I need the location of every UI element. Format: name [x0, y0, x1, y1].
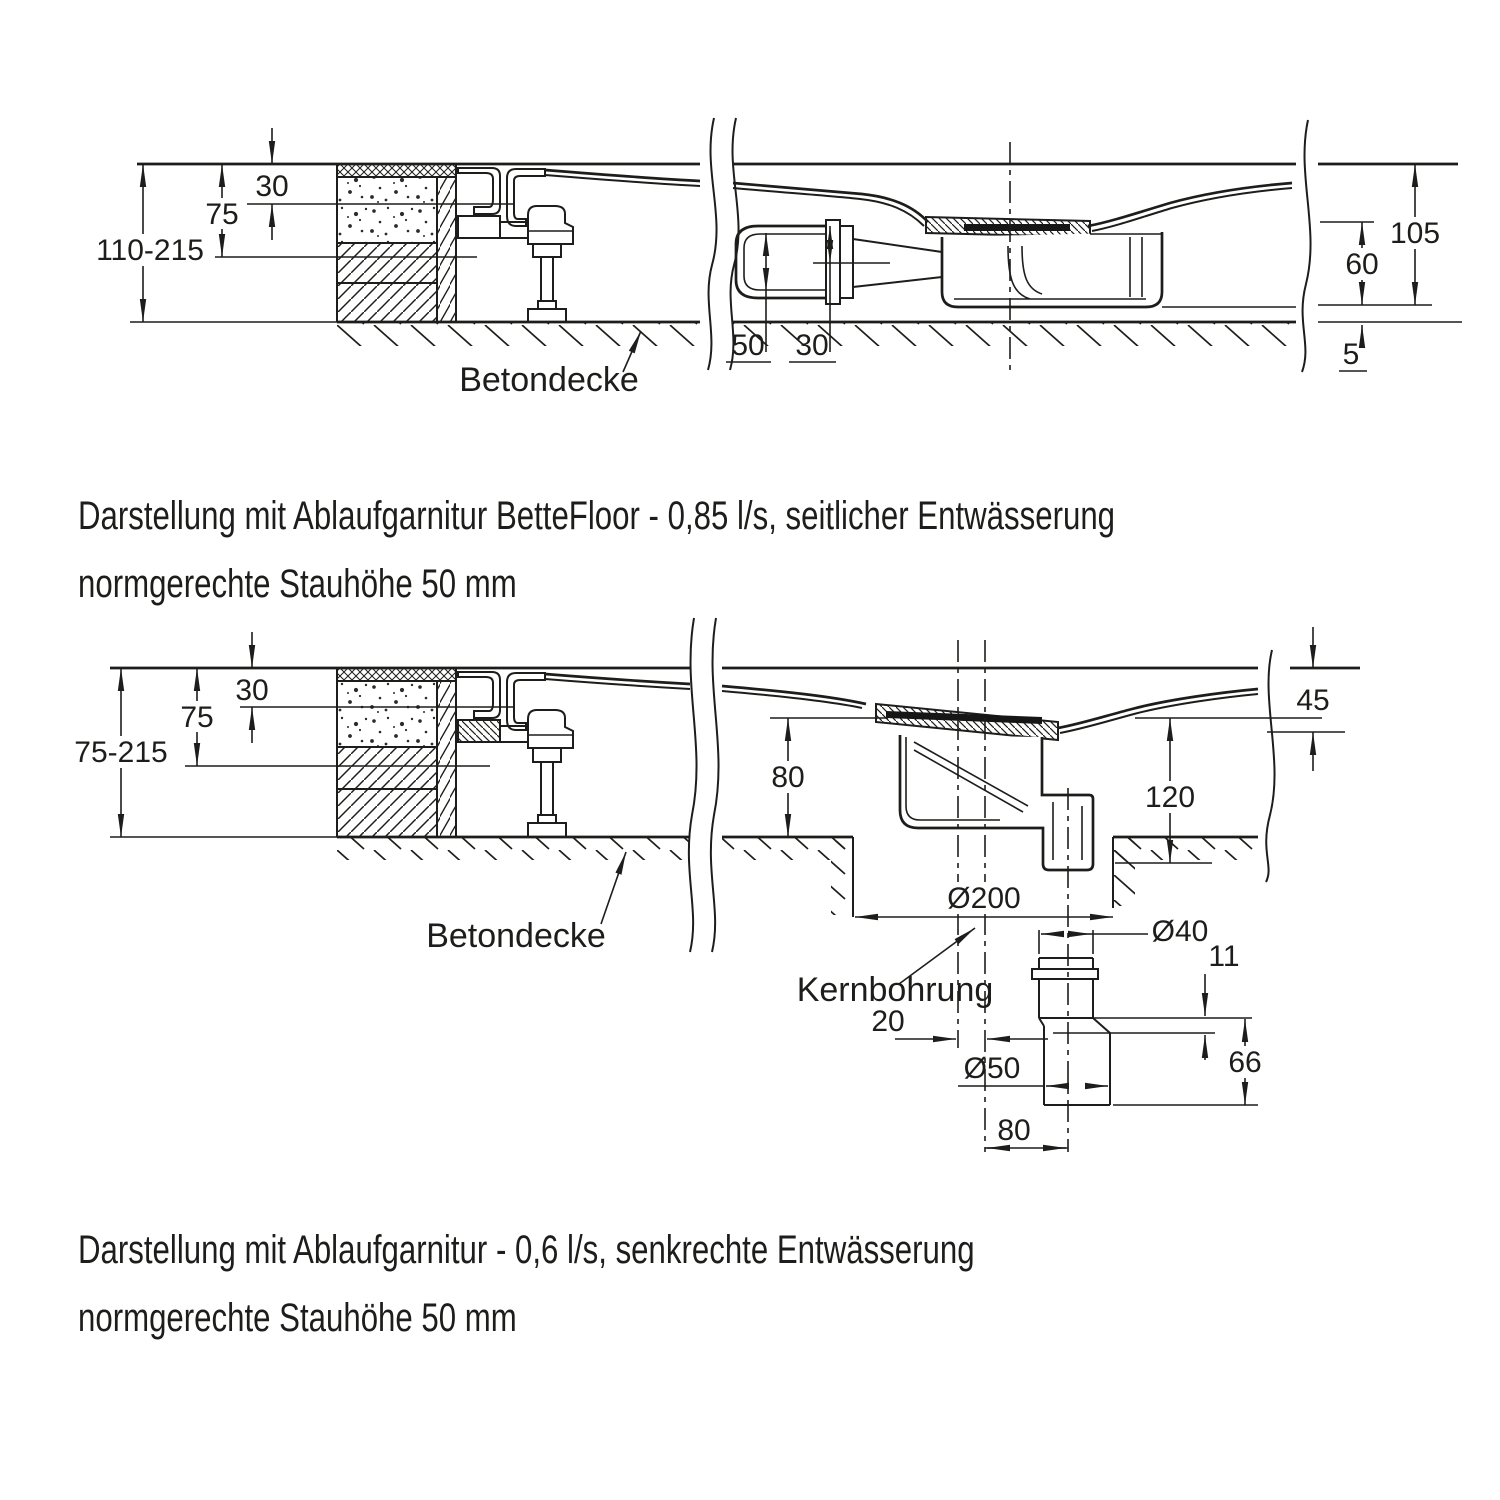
betondecke-label-2: Betondecke: [426, 917, 606, 955]
dim-label-45: 45: [1296, 684, 1330, 717]
waste-pipe: [736, 220, 890, 304]
dim-label-60: 60: [1345, 248, 1379, 281]
caption-side-drain-line2: normgerechte Stauhöhe 50 mm: [78, 562, 517, 606]
dim-label-120: 120: [1144, 781, 1196, 814]
pipe-flange: [826, 220, 840, 304]
dim-label-80: 80: [771, 761, 805, 794]
diagram-vertical-drain: [65, 618, 1360, 1152]
dim-label-75-215: 75-215: [74, 736, 168, 769]
kernbohrung-callout: [797, 928, 994, 1009]
dimension-dia50: [958, 1052, 1108, 1086]
caption-vertical-drain-line1: Darstellung mit Ablaufgarnitur - 0,6 l/s, senkrechte Entwässerung: [78, 1228, 975, 1272]
dim-label-dia40: Ø40: [1151, 915, 1209, 948]
dimension-11: [1093, 940, 1252, 1060]
dimension-dia200: [855, 882, 1113, 917]
dimension-60: [1338, 222, 1386, 305]
dimension-105: [1162, 164, 1462, 322]
dim-label-66: 66: [1228, 1046, 1262, 1079]
dim-label-30-2: 30: [235, 674, 269, 707]
dim-label-30: 30: [255, 170, 289, 203]
dimension-110-215: [90, 164, 337, 322]
betondecke-label-1: Betondecke: [459, 361, 639, 399]
caption-vertical-drain-line2: normgerechte Stauhöhe 50 mm: [78, 1296, 517, 1340]
dimension-dia40: [1039, 915, 1208, 954]
dimension-66: [1113, 1019, 1268, 1105]
betondecke-callout-2: [426, 852, 626, 955]
dim-label-dia200: Ø200: [947, 882, 1021, 915]
concrete-floor-2: [337, 837, 1258, 917]
kernbohrung-label: Kernbohrung: [796, 971, 994, 1009]
adjustable-foot: [528, 206, 573, 322]
dim-label-75-2: 75: [180, 701, 214, 734]
drain-cover-plate: [964, 224, 1070, 231]
dimension-20: [871, 1005, 1048, 1039]
dim-label-75: 75: [205, 198, 239, 231]
shower-tray-2: [110, 668, 1360, 733]
dim-label-5: 5: [1342, 338, 1360, 371]
dim-label-80b: 80: [997, 1114, 1031, 1147]
dim-label-110-215: 110-215: [96, 234, 204, 267]
dimension-80-drain: [764, 718, 888, 837]
drain-assembly: [853, 217, 1162, 307]
dim-label-30b: 30: [795, 329, 829, 362]
outlet-adapter-pipe: [1032, 958, 1110, 1105]
dim-label-11: 11: [1208, 940, 1240, 973]
dimension-80-offset: [985, 1114, 1068, 1148]
caption-side-drain-line1: Darstellung mit Ablaufgarnitur BetteFloor - 0,85 l/s, seitlicher Entwässerung: [78, 494, 1116, 538]
dim-label-dia50: Ø50: [963, 1052, 1021, 1085]
caption-vertical-drain: [78, 1216, 975, 1352]
dimension-5: [1339, 325, 1367, 371]
adjustable-foot-2: [528, 710, 573, 837]
dim-label-50: 50: [731, 329, 765, 362]
shower-tray: [137, 164, 1458, 231]
dimension-45: [1267, 627, 1345, 771]
wall-buildup-2: [337, 668, 456, 837]
wall-buildup: [337, 164, 456, 322]
caption-side-drain: [78, 482, 1115, 618]
dim-label-20: 20: [871, 1005, 905, 1038]
dimension-75-215: [65, 668, 337, 837]
dim-label-105: 105: [1389, 217, 1441, 250]
diagram-side-drain: [90, 118, 1462, 399]
